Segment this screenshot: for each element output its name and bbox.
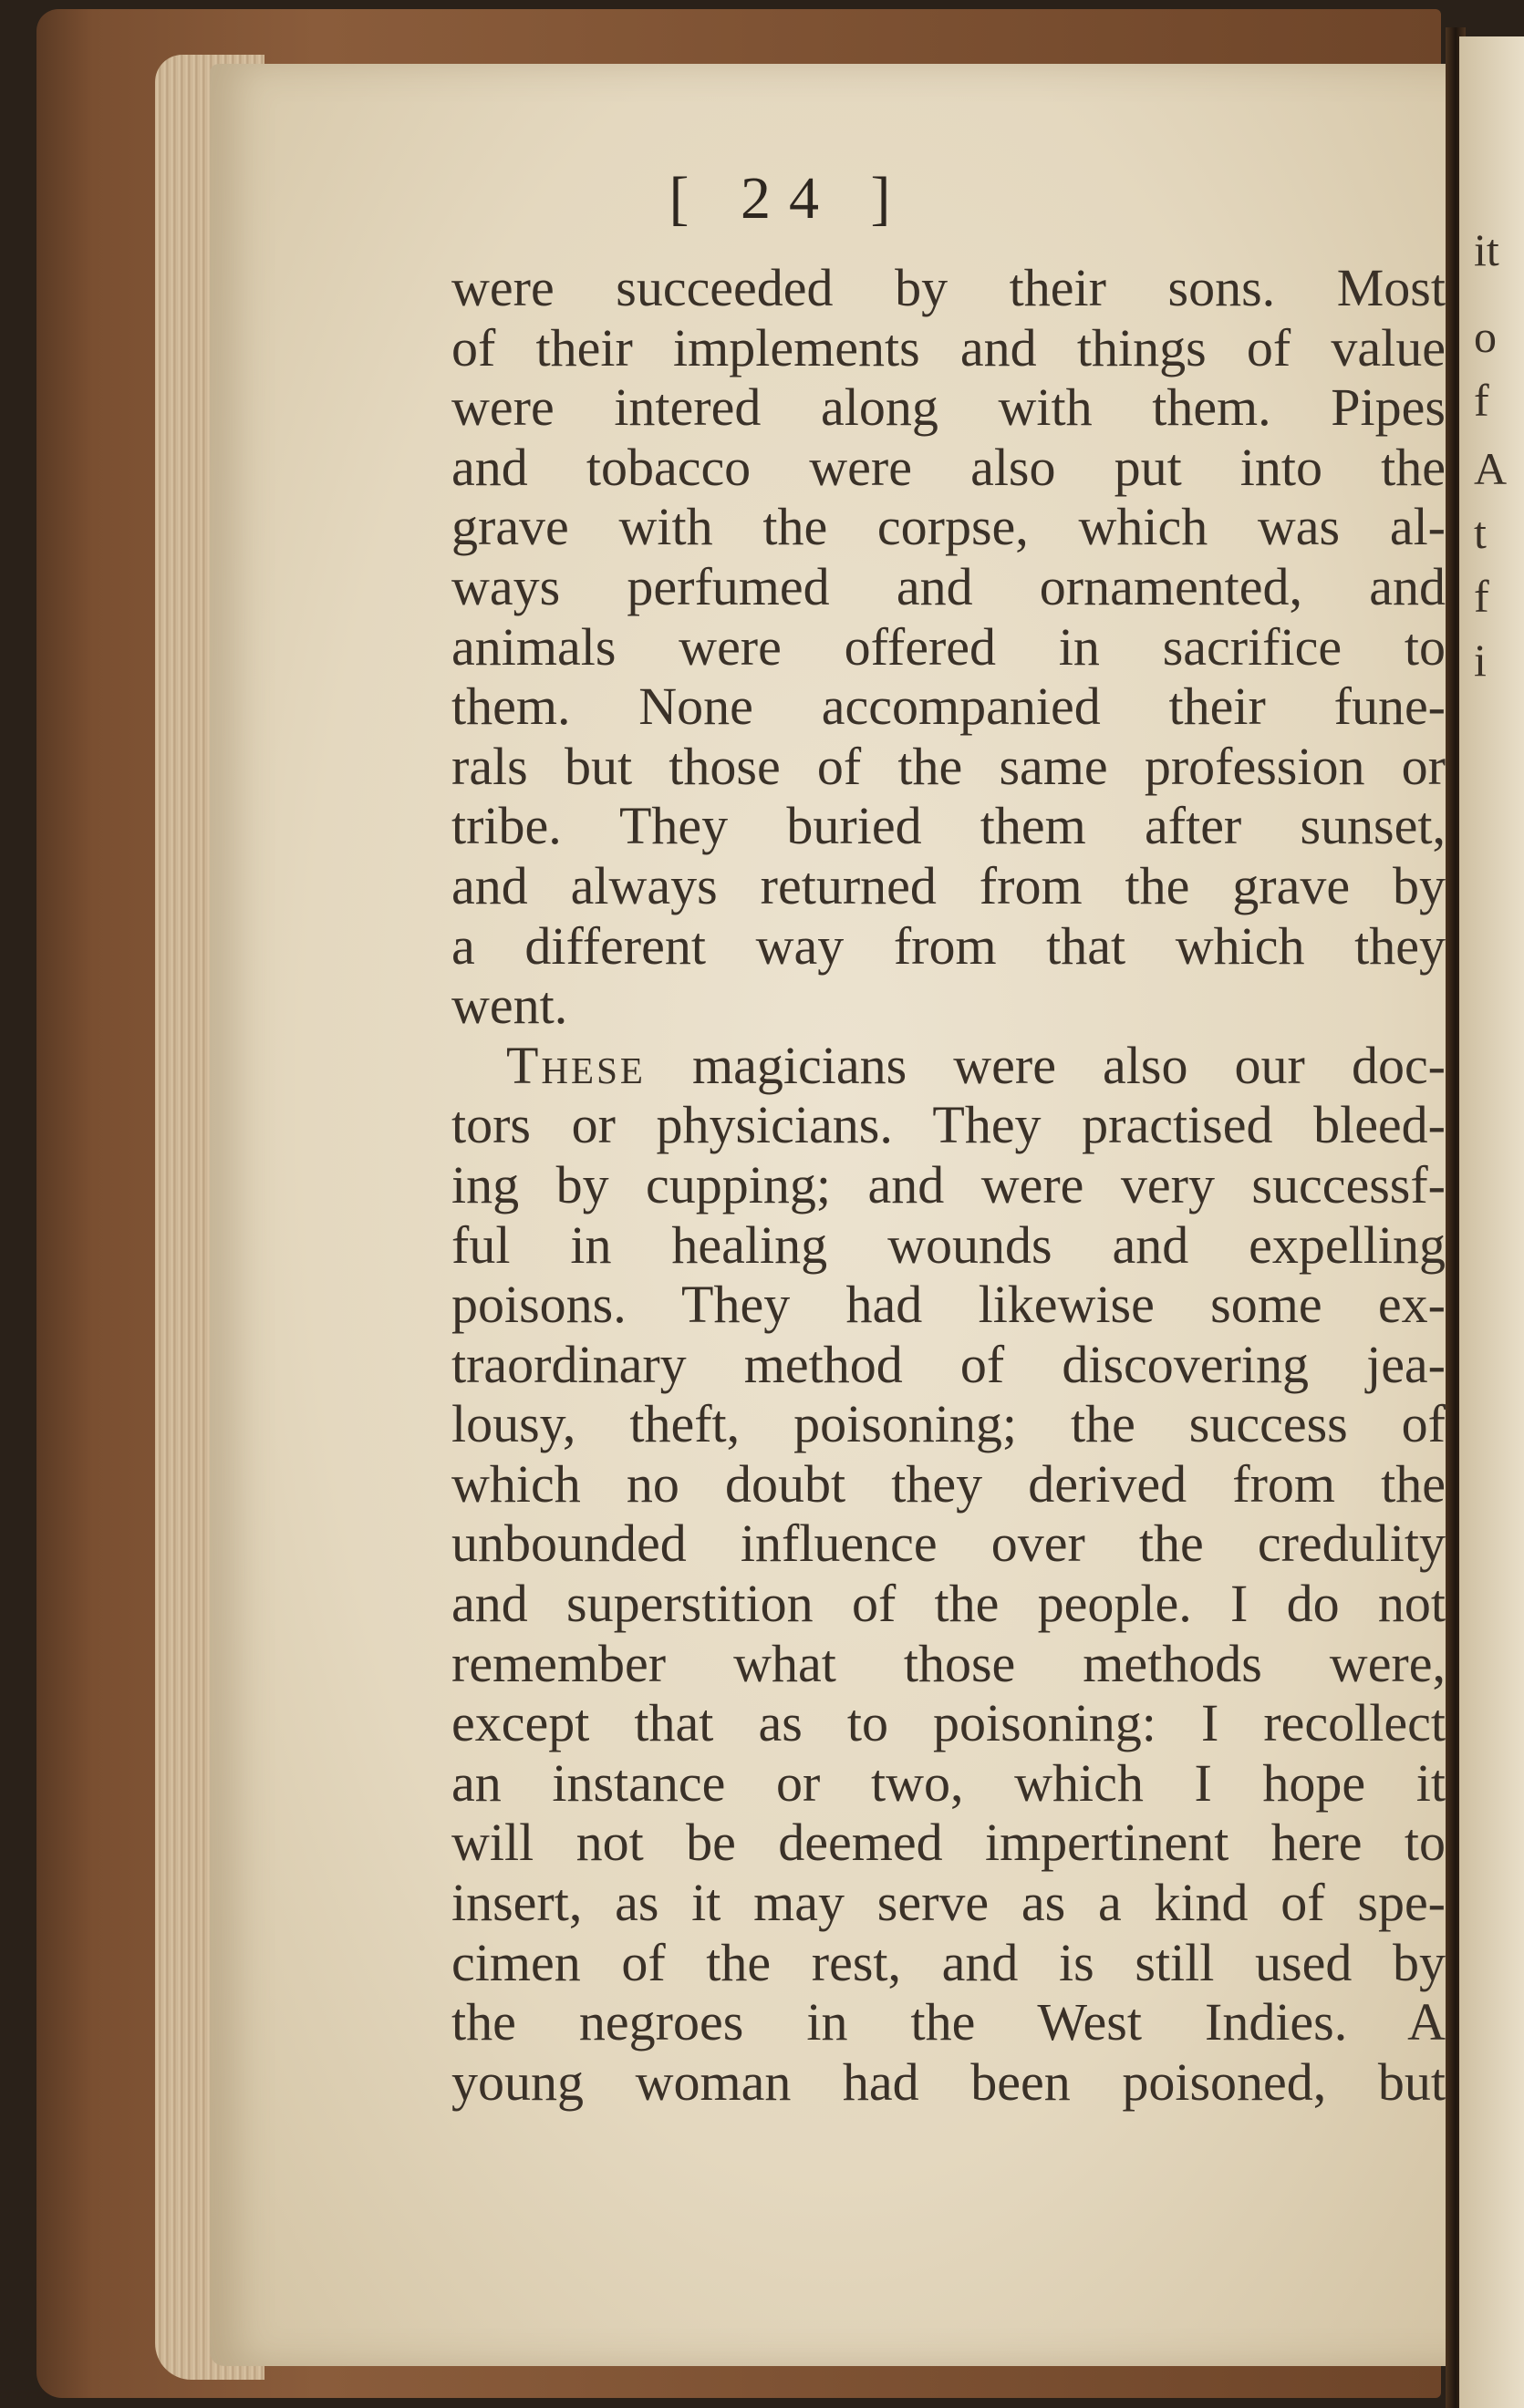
text-line: and always returned from the grave by (451, 855, 1446, 915)
text-line: an instance or two, which I hope it (451, 1752, 1446, 1813)
paragraph-first-line (451, 1036, 1446, 1096)
text-line: a different way from that which they (451, 915, 1446, 976)
facing-page-fragment: t (1474, 507, 1487, 558)
paragraph-lead-word: These (506, 1035, 646, 1095)
text-line: animals were offered in sacrifice to (451, 616, 1446, 677)
facing-page-fragment: i (1474, 635, 1487, 686)
text-line: grave with the corpse, which was al- (451, 497, 1446, 557)
text-line: them. None accompanied their fune- (451, 677, 1446, 737)
text-line: poisons. They had likewise some ex- (451, 1275, 1446, 1335)
text-line: except that as to poisoning: I recollect (451, 1693, 1446, 1753)
text-line: were intered along with them. Pipes (451, 377, 1446, 438)
facing-page-fragment: f (1474, 375, 1489, 426)
page-body-text (451, 258, 1446, 2112)
text-line: ful in healing wounds and expelling (451, 1214, 1446, 1275)
text-line: cimen of the rest, and is still used by (451, 1932, 1446, 1992)
text-line: which no doubt they derived from the (451, 1453, 1446, 1514)
text-line: of their implements and things of value (451, 317, 1446, 377)
text-line: unbounded influence over the credulity (451, 1514, 1446, 1574)
facing-page-fragment: it (1474, 224, 1499, 275)
text-line: tribe. They buried them after sunset, (451, 796, 1446, 856)
text-line: the negroes in the West Indies. A (451, 1992, 1446, 2052)
text-line: and tobacco were also put into the (451, 437, 1446, 497)
text-line: went. (451, 976, 568, 1036)
text-line: young woman had been poisoned, but (451, 2051, 1446, 2112)
text-line: rals but those of the same profession or (451, 736, 1446, 796)
facing-page-fragment: A (1474, 443, 1508, 494)
running-head: [ 24 ] (669, 165, 909, 232)
facing-page-fragment: f (1474, 571, 1489, 622)
text-line: lousy, theft, poisoning; the success of (451, 1394, 1446, 1454)
text-line: were succeeded by their sons. Most (451, 258, 1446, 317)
text-line: ing by cupping; and were very successf- (451, 1154, 1446, 1214)
text-line: insert, as it may serve as a kind of spe- (451, 1873, 1446, 1933)
text-line: and superstition of the people. I do not (451, 1574, 1446, 1634)
text-line: tors or physicians. They practised bleed- (451, 1095, 1446, 1155)
facing-page-fragment: o (1474, 311, 1497, 362)
text-line: magicians were also our doc- (692, 1035, 1446, 1095)
facing-page-edge (1459, 36, 1524, 2408)
text-line: remember what those methods were, (451, 1633, 1446, 1693)
text-line: traordinary method of discovering jea- (451, 1334, 1446, 1394)
text-line: will not be deemed impertinent here to (451, 1813, 1446, 1873)
text-line: ways perfumed and ornamented, and (451, 556, 1446, 616)
